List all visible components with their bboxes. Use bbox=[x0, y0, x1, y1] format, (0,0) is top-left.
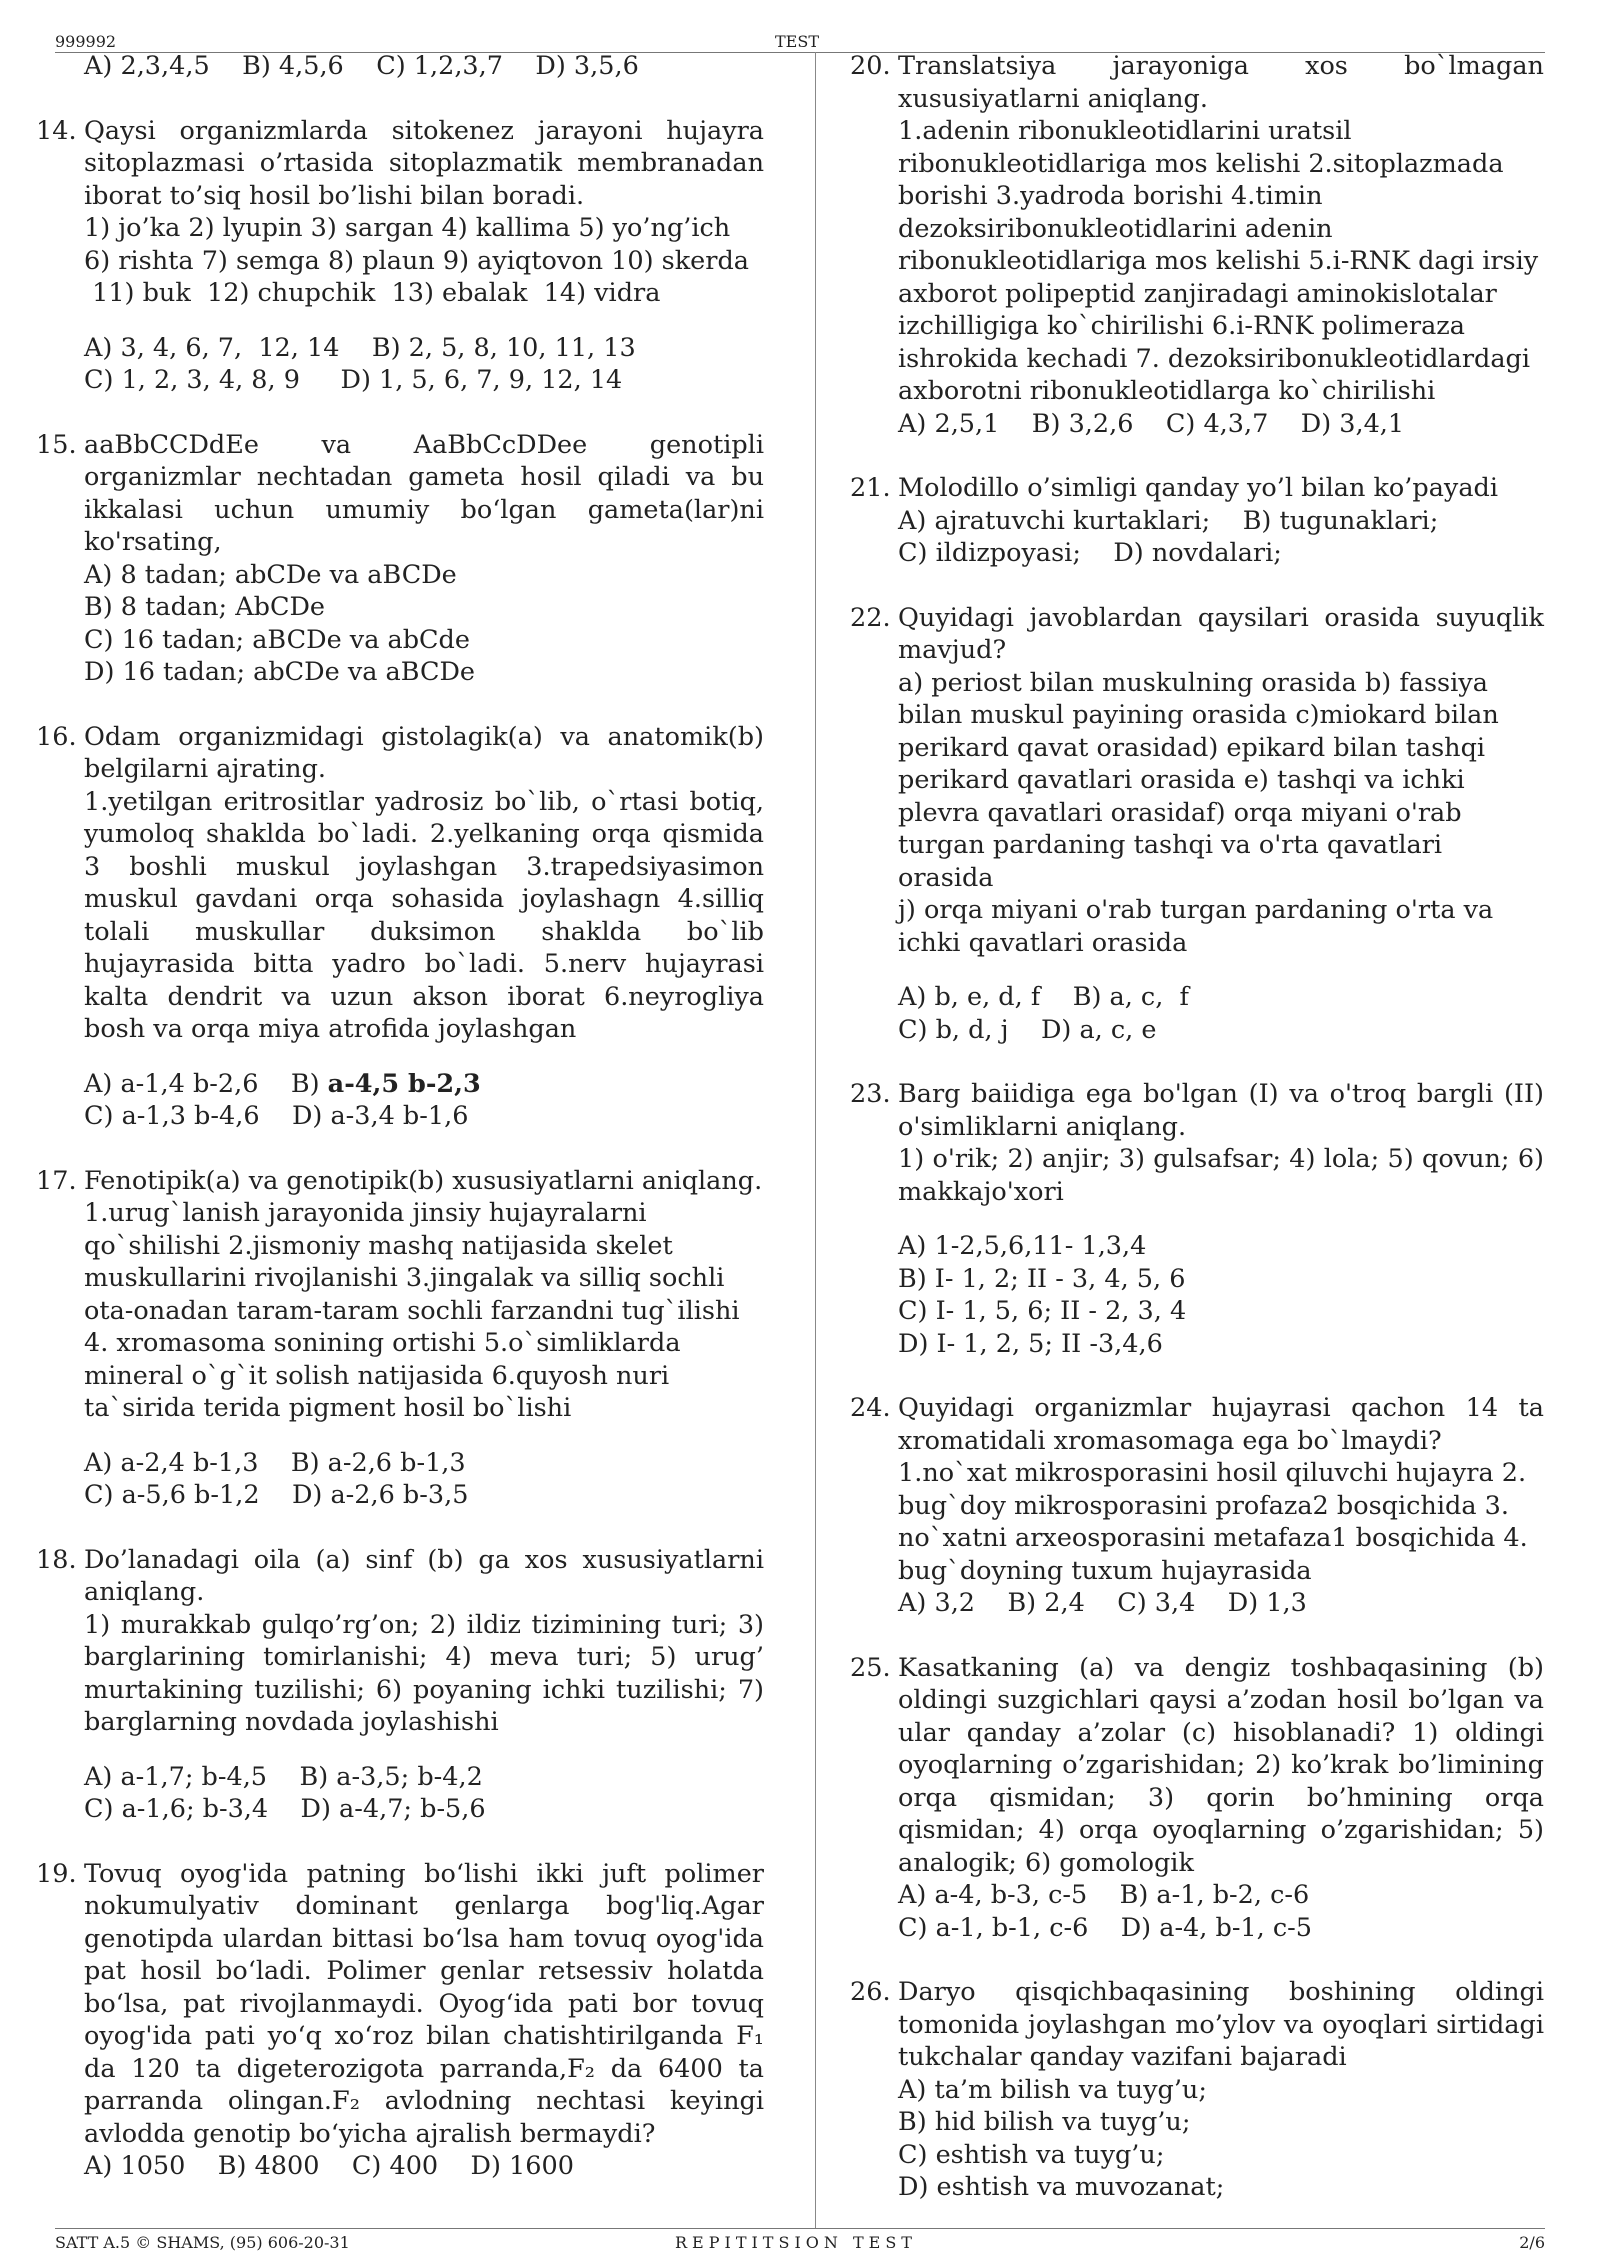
header-title: TEST bbox=[775, 32, 819, 51]
question-body: 1) murakkab gulqo’rg’on; 2) ildiz tizimining turi; 3) barglarining tomirlanishi; 4) meva turi; 5) urug’ murtakining tuzilishi; 6) poyaning ichki tuzilishi; 7) barglarning novdada joylashishi bbox=[84, 1609, 764, 1737]
question-number: 22. bbox=[850, 602, 891, 633]
answer-option-c: C) 16 tadan; aBCDe va abCde bbox=[84, 624, 470, 655]
question-stem: aaBbCCDdEe va AaBbCcDDee genotipli organizmlar nechtadan gameta hosil qiladi va bu ikkalasi uchun umumiy bo‘lgan gameta(lar)ni ko'rsating, bbox=[84, 429, 764, 557]
question-number: 24. bbox=[850, 1393, 891, 1423]
question-number: 18. bbox=[36, 1544, 77, 1575]
answer-options: C) a-1,6; b-3,4 D) a-4,7; b-5,6 bbox=[84, 1794, 486, 1824]
question-number: 21. bbox=[850, 473, 891, 503]
answer-option-d: D) I- 1, 2, 5; II -3,4,6 bbox=[898, 1328, 1163, 1359]
answer-option-c: C) eshtish va tuyg’u; bbox=[898, 2139, 1165, 2170]
answer-option-d: D) 16 tadan; abCDe va aBCDe bbox=[84, 657, 476, 687]
question-number: 26. bbox=[850, 1977, 891, 2007]
question-21 bbox=[850, 472, 1544, 570]
answer-options: A) a-1,7; b-4,5 B) a-3,5; b-4,2 bbox=[84, 1761, 483, 1792]
answer-options: C) a-1,3 b-4,6 D) a-3,4 b-1,6 bbox=[84, 1101, 469, 1131]
answer-option-d: D) eshtish va muvozanat; bbox=[898, 2172, 1225, 2202]
question-stem: Odam organizmidagi gistolagik(a) va anatomik(b) belgilarni ajrating. bbox=[84, 721, 764, 784]
answer-options: A) a-1,4 b-2,6 B) a-4,5 b-2,3 bbox=[84, 1068, 481, 1099]
answer-options: A) a-2,4 b-1,3 B) a-2,6 b-1,3 bbox=[84, 1447, 466, 1478]
question-stem-line: xususiyatlarni aniqlang. bbox=[898, 83, 1208, 114]
question-number: 19. bbox=[36, 1858, 77, 1889]
answer-options: A) 3, 4, 6, 7, 12, 14 B) 2, 5, 8, 10, 11, 13 bbox=[84, 332, 636, 363]
question-26 bbox=[850, 1976, 1544, 2204]
answer-option-c: C) I- 1, 5, 6; II - 2, 3, 4 bbox=[898, 1296, 1187, 1326]
question-22 bbox=[850, 602, 1544, 1047]
answer-options: A) 1050 B) 4800 C) 400 D) 1600 bbox=[84, 2151, 574, 2181]
answer-option-b: B) 8 tadan; AbCDe bbox=[84, 592, 326, 622]
answer-options: A) 3,2 B) 2,4 C) 3,4 D) 1,3 bbox=[898, 1588, 1307, 1618]
question-stem-line: Translatsiya jarayoniga xos bo`lmagan bbox=[898, 51, 1544, 81]
question-body: 1.urug`lanish jarayonida jinsiy hujayralarni qo`shilishi 2.jismoniy mashq natijasida skelet muskullarini rivojlanishi 3.jingalak va silliq sochli ota-onadan taram-taram sochli farzandni tug`ilishi 4. xromasoma sonining ortishi 5.o`simliklarda mineral o`g`it solish natijasida 6.quyosh nuri ta`sirida terida pigment hosil bo`lishi bbox=[84, 1198, 740, 1423]
question-stem: Kasatkaning (a) va dengiz toshbaqasining (b) oldingi suzgichlari qaysi a’zodan hosil bo’lgan va ular qanday a’zolar (c) hisoblanadi? 1) oldingi oyoqlarning o’zgarishidan; 2) ko’krak bo’limining orqa qismidan; 3) qorin bo’hmining orqa qismidan; 4) orqa oyoqlarning o’zgarishidan; 5) analogik; 6) gomologik bbox=[898, 1652, 1544, 1878]
question-number: 16. bbox=[36, 721, 77, 752]
question-number: 23. bbox=[850, 1079, 891, 1109]
question-number: 14. bbox=[36, 115, 77, 146]
answer-option-a: A) 8 tadan; abCDe va aBCDe bbox=[84, 559, 457, 590]
question-stem: Qaysi organizmlarda sitokenez jarayoni hujayra sitoplazmasi o’rtasida sitoplazmatik membranadan iborat to’siq hosil bo’lishi bilan boradi. bbox=[84, 115, 764, 211]
answer-option-a: A) 1-2,5,6,11- 1,3,4 bbox=[898, 1231, 1147, 1261]
carry-over-options: A) 2,3,4,5 B) 4,5,6 C) 1,2,3,7 D) 3,5,6 bbox=[84, 51, 639, 81]
question-16 bbox=[36, 721, 764, 1133]
answer-option-a: A) ta’m bilish va tuyg’u; bbox=[898, 2074, 1207, 2105]
column-divider bbox=[815, 52, 816, 2228]
question-number: 25. bbox=[850, 1652, 891, 1683]
question-number: 15. bbox=[36, 429, 77, 460]
question-stem: Molodillo o’simligi qanday yo’l bilan ko’payadi bbox=[898, 473, 1498, 503]
question-25 bbox=[850, 1652, 1544, 1945]
question-stem: Daryo qisqichbaqasining boshining oldingi tomonida joylashgan mo’ylov va oyoqlari sirtidagi tukchalar qanday vazifani bajaradi bbox=[898, 1977, 1544, 2072]
question-body: 1.adenin ribonukleotidlarini uratsil ribonukleotidlariga mos kelishi 2.sitoplazmada borishi 3.yadroda borishi 4.timin dezoksiribonukleotidlarini adenin ribonukleotidlariga mos kelishi 5.i-RNK dagi irsiy axborot polipeptid zanjiradagi aminokislotalar izchilligiga ko`chirilishi 6.i-RNK polimeraza ishrokida kechadi 7. dezoksiribonukleotidlardagi axborotni ribonukleotidlarga ko`chirilishi bbox=[898, 116, 1539, 406]
question-stem: Do’lanadagi oila (a) sinf (b) ga xos xususiyatlarni aniqlang. bbox=[84, 1544, 764, 1607]
answer-options: A) b, e, d, f B) a, c, f bbox=[898, 982, 1189, 1012]
question-23 bbox=[850, 1078, 1544, 1360]
question-body: j) orqa miyani o'rab turgan pardaning o'rta va ichki qavatlari orasida bbox=[898, 895, 1494, 958]
answer-options: C) a-1, b-1, c-6 D) a-4, b-1, c-5 bbox=[898, 1912, 1312, 1943]
question-19 bbox=[36, 1858, 764, 2183]
question-body: 1.yetilgan eritrositlar yadrosiz bo`lib, o`rtasi botiq, yumoloq shaklda bo`ladi. 2.yelkaning orqa qismida 3 boshli muskul joylashgan 3.trapedsiyasimon muskul gavdani orqa sohasida joylashagn 4.silliq tolali muskullar duksimon shaklda bo`lib hujayrasida bitta yadro bo`ladi. 5.nerv hujayrasi kalta dendrit va uzun akson iborat 6.neyrogliya bosh va orqa miya atrofida joylashgan bbox=[84, 786, 764, 1044]
page-number: 2/6 bbox=[1519, 2233, 1545, 2252]
answer-options: C) b, d, j D) a, c, e bbox=[898, 1014, 1157, 1045]
question-stem: Quyidagi javoblardan qaysilari orasida suyuqlik mavjud? bbox=[898, 602, 1544, 665]
highlighted-answer: a-4,5 b-2,3 bbox=[327, 1068, 481, 1099]
answer-options: C) 1, 2, 3, 4, 8, 9 D) 1, 5, 6, 7, 9, 12, 14 bbox=[84, 365, 623, 395]
footer-copyright: SATT A.5 © SHAMS, (95) 606-20-31 bbox=[55, 2233, 350, 2252]
answer-options: A) a-4, b-3, c-5 B) a-1, b-2, c-6 bbox=[898, 1880, 1310, 1910]
question-20 bbox=[850, 50, 1544, 440]
question-stem: Quyidagi organizmlar hujayrasi qachon 14 ta xromatidali xromasomaga ega bo`lmaydi? bbox=[898, 1393, 1544, 1456]
answer-options: A) 2,5,1 B) 3,2,6 C) 4,3,7 D) 3,4,1 bbox=[898, 408, 1405, 439]
question-stem: Fenotipik(a) va genotipik(b) xususiyatlarni aniqlang. bbox=[84, 1165, 763, 1196]
test-code: 999992 bbox=[55, 32, 117, 51]
question-number: 17. bbox=[36, 1165, 77, 1196]
question-18 bbox=[36, 1544, 764, 1826]
page-footer bbox=[55, 2228, 1545, 2253]
answer-option-b: B) hid bilish va tuyg’u; bbox=[898, 2107, 1191, 2137]
question-14: 14. Qaysi organizmlarda sitokenez jarayoni hujayra sitoplazmasi o’rtasida sitoplazmatik membranadan iborat to’siq hosil bo’lishi bilan boradi. 1) jo’ka 2) lyupin 3) sargan 4) kallima 5) yo’ng’ich 6) rishta 7) semga 8) plaun 9) ayiqtovon 10) skerda 11) buk 12) chupchik 13) ebalak 14) vidra A) 3, 4, 6, 7, 12, 14 B) 2, 5, 8, 10, 11, 13 C) 1, 2, 3, 4, 8, 9 D) 1, 5, 6, 7, 9, 12, 14 bbox=[36, 115, 764, 395]
question-15 bbox=[36, 429, 764, 689]
question-17 bbox=[36, 1165, 764, 1512]
question-body: 1.no`xat mikrosporasini hosil qiluvchi hujayra 2. bug`doy mikrosporasini profaza2 bosqichida 3. no`xatni arxeosporasini metafaza1 bosqichida 4. bug`doyning tuxum hujayrasida bbox=[898, 1458, 1528, 1586]
question-body: a) periost bilan muskulning orasida b) fassiya bilan muskul payining orasida c)miokard bilan perikard qavat orasidad) epikard bilan tashqi perikard qavatlari orasida e) tashqi va ichki plevra qavatlari orasidaf) orqa miyani o'rab turgan pardaning tashqi va o'rta qavatlari orasida bbox=[898, 667, 1499, 893]
question-stem: Barg baiidiga ega bo'lgan (I) va o'troq bargli (II) o'simliklarni aniqlang. bbox=[898, 1079, 1544, 1142]
footer-title: REPITITSION TEST bbox=[675, 2233, 917, 2252]
answer-options: C) ildizpoyasi; D) novdalari; bbox=[898, 538, 1282, 568]
right-column bbox=[850, 50, 1544, 2204]
left-column bbox=[36, 50, 764, 2183]
question-number: 20. bbox=[850, 51, 891, 81]
question-stem: Tovuq oyog'ida patning bo‘lishi ikki juft polimer nokumulyativ dominant genlarga bog'liq.Agar genotipda ulardan bittasi bo‘lsa ham tovuq oyog'ida pat hosil bo‘ladi. Polimer genlar retsessiv holatda bo‘lsa, pat rivojlanmaydi. Oyog‘ida pati bor tovuq oyog'ida pati yo‘q xo‘roz bilan chatishtirilganda F₁ da 120 ta digeterozigota parranda,F₂ da 6400 ta parranda olingan.F₂ avlodning nechtasi keyingi avlodda genotip bo‘yicha ajralish bermaydi? bbox=[84, 1858, 764, 2149]
answer-option-b: B) I- 1, 2; II - 3, 4, 5, 6 bbox=[898, 1263, 1186, 1294]
answer-options: C) a-5,6 b-1,2 D) a-2,6 b-3,5 bbox=[84, 1480, 469, 1510]
question-24 bbox=[850, 1392, 1544, 1620]
answer-options: A) ajratuvchi kurtaklari; B) tugunaklari; bbox=[898, 505, 1439, 536]
question-body: 1) o'rik; 2) anjir; 3) gulsafsar; 4) lola; 5) qovun; 6) makkajo'xori bbox=[898, 1144, 1544, 1207]
